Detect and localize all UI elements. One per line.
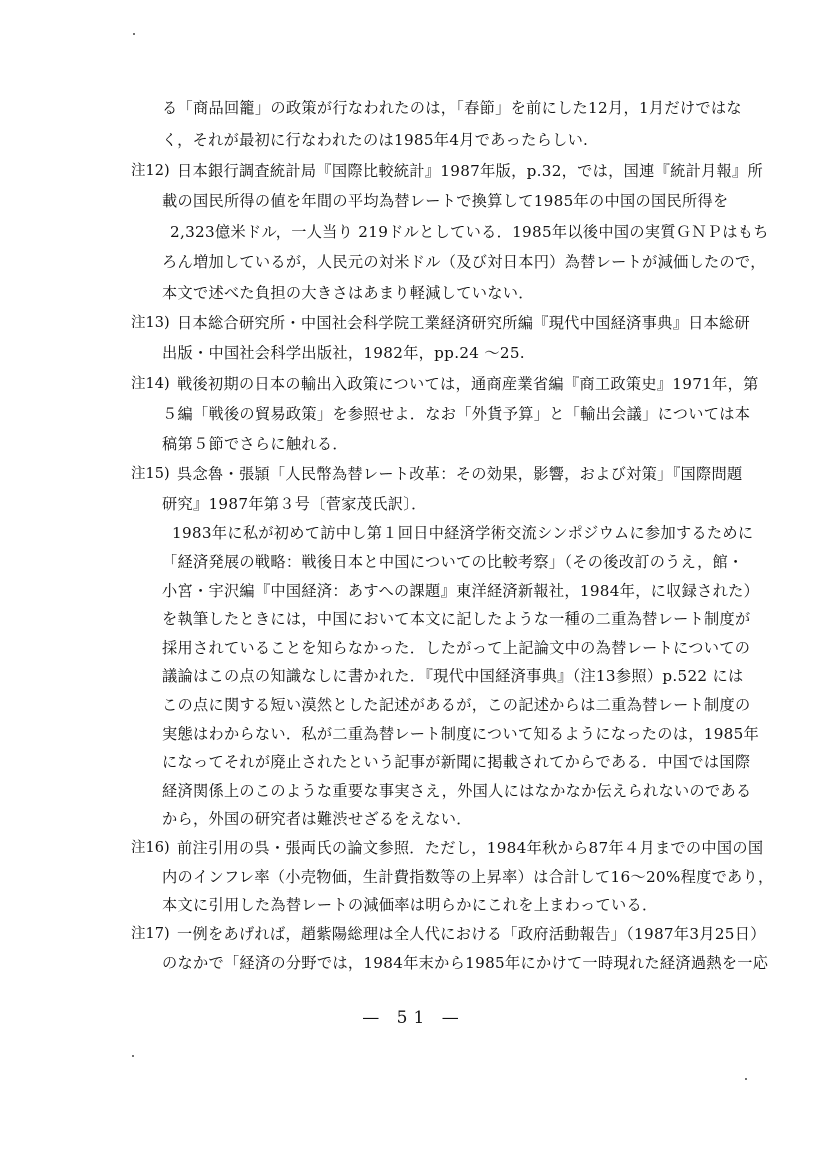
paragraph-line: 経済関係上のこのような重要な事実さえ，外国人にはなかなか伝えられないのである xyxy=(162,782,752,800)
footnote-label: 注12) xyxy=(131,163,170,179)
footnote-line: 日本銀行調査統計局『国際比較統計』1987年版，p.32，では，国連『統計月報』所 xyxy=(177,162,764,180)
paragraph-line: 「経済発展の戦略：戦後日本と中国についての比較考察」（その後改訂のうえ，館・ xyxy=(162,553,744,571)
paragraph-line: 議論はこの点の知識なしに書かれた．『現代中国経済事典』（注13参照）p.522 には xyxy=(162,667,744,685)
paragraph-line: この点に関する短い漠然とした記述があるが，この記述からは二重為替レート制度の xyxy=(162,696,751,714)
paragraph-line: 実態はわからない．私が二重為替レート制度について知るようになったのは，1985年 xyxy=(162,725,760,743)
footnote-line: のなかで「経済の分野では，1984年末から1985年にかけて一時現れた経済過熱を一応 xyxy=(162,954,769,972)
footnote-label: 注15) xyxy=(131,466,170,482)
footnote-line: 載の国民所得の値を年間の平均為替レートで換算して1985年の中国の国民所得を xyxy=(162,192,729,210)
footnote-line: 本文で述べた負担の大きさはあまり軽減していない． xyxy=(162,284,534,302)
footnote-line: 一例をあげれば，趙紫陽総理は全人代における「政府活動報告」（1987年3月25日） xyxy=(177,925,766,943)
footnote-line: 前注引用の呉・張両氏の論文参照．ただし，1984年秋から87年４月までの中国の国 xyxy=(177,839,764,857)
footnote-line: 出版・中国社会科学出版社，1982年，pp.24 〜25. xyxy=(162,344,525,362)
scan-speck xyxy=(745,1078,747,1080)
paragraph-line: から，外国の研究者は難渋せざるをえない． xyxy=(162,810,472,828)
footnote-label: 注17) xyxy=(131,926,170,942)
footnote-line: 日本総合研究所・中国社会科学院工業経済研究所編『現代中国経済事典』日本総研 xyxy=(177,314,751,332)
paragraph-line: 採用されていることを知らなかった．したがって上記論文中の為替レートについての xyxy=(162,639,751,657)
footnote-label: 注16) xyxy=(131,840,170,856)
scan-speck xyxy=(132,1055,134,1057)
footnote-label: 注14) xyxy=(131,376,170,392)
footnote-line: 2,323億米ドル，一人当り 219ドルとしている．1985年以後中国の実質ＧＮＰはもち xyxy=(170,223,769,241)
intro-line: る「商品回籠」の政策が行なわれたのは，「春節」を前にした12月，1月だけではな xyxy=(162,99,742,117)
footnote-line: 内のインフレ率（小売物価，生計費指数等の上昇率）は合計して16〜20%程度であり， xyxy=(162,868,774,886)
footnote-line: 本文に引用した為替レートの減価率は明らかにこれを上まわっている． xyxy=(162,896,658,914)
footnote-line: 研究』1987年第３号〔菅家茂氏訳〕． xyxy=(162,495,427,513)
paragraph-line: を執筆したときには，中国において本文に記したような一種の二重為替レート制度が xyxy=(162,610,751,628)
intro-line: く，それが最初に行なわれたのは1985年4月であったらしい. xyxy=(162,131,589,149)
footnote-line: ５編「戦後の貿易政策」を参照せよ．なお「外貨予算」と「輸出会議」については本 xyxy=(162,405,751,423)
footnote-line: ろん増加しているが，人民元の対米ドル（及び対日本円）為替レートが減価したので， xyxy=(162,253,766,271)
paragraph-line: 小宮・宇沢編『中国経済：あすへの課題』東洋経済新報社，1984年，に収録された） xyxy=(162,582,760,600)
footnote-line: 戦後初期の日本の輸出入政策については，通商産業省編『商工政策史』1971年，第 xyxy=(177,375,759,393)
paragraph-line: になってそれが廃止されたという記事が新聞に掲載されてからである．中国では国際 xyxy=(162,753,751,771)
page-number: — 51 — xyxy=(362,1008,465,1028)
footnote-line: 稿第５節でさらに触れる． xyxy=(162,435,348,453)
paragraph-line: 1983年に私が初めて訪中し第１回日中経済学術交流シンポジウムに参加するために xyxy=(172,524,754,542)
scan-speck xyxy=(133,33,135,35)
footnote-label: 注13) xyxy=(131,315,170,331)
footnote-line: 呉念魯・張頴「人民幣為替レート改革：その効果，影響，および対策」『国際問題 xyxy=(177,465,743,483)
